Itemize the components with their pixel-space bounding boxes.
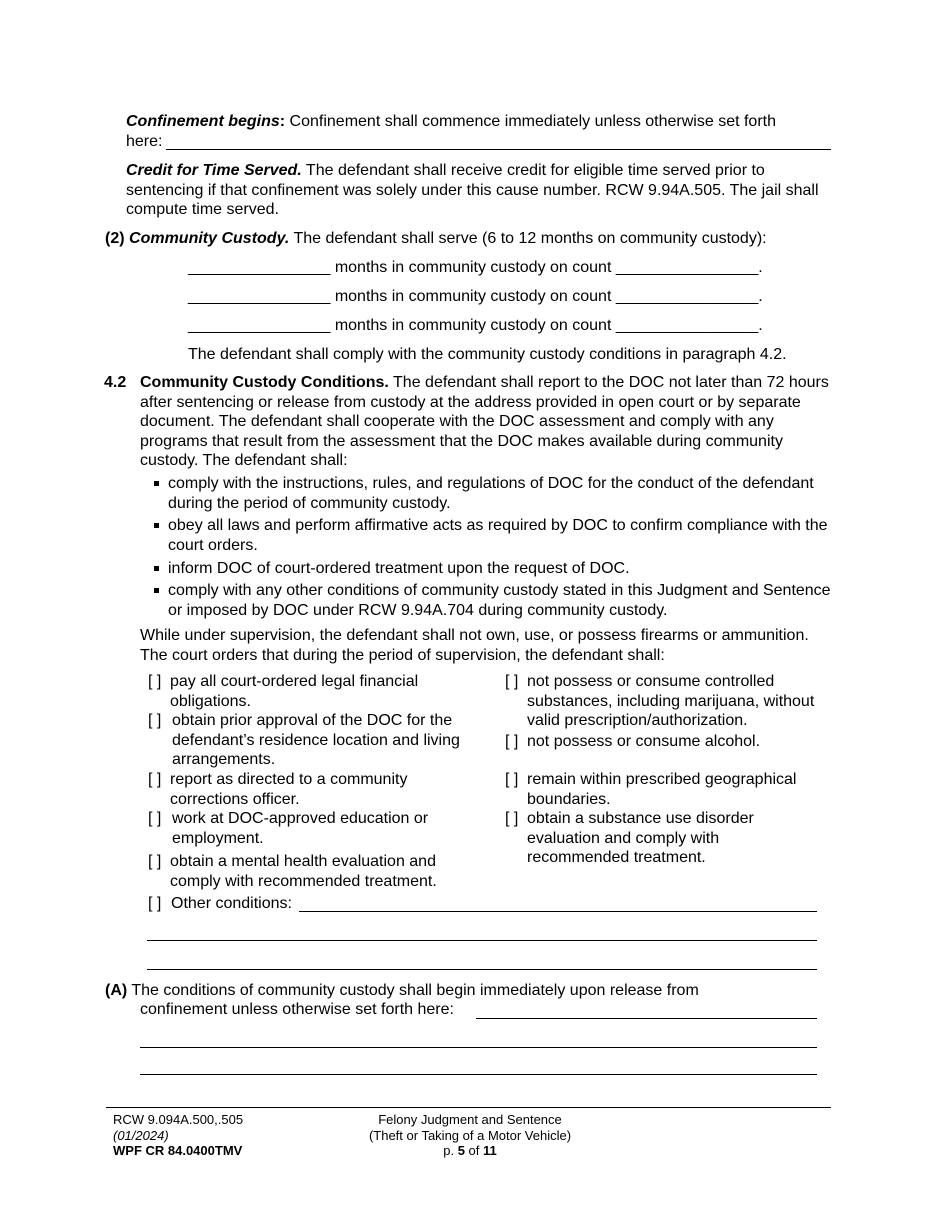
footer-divider: [106, 1107, 831, 1108]
custody-count-row: [188, 258, 763, 278]
other-conditions: [148, 894, 318, 914]
footer-subtitle: (Theft or Taking of a Motor Vehicle): [368, 1127, 572, 1143]
footer-rcw: RCW 9.094A.500,.505: [113, 1112, 244, 1127]
supervision-text: While under supervision, the defendant shall not own, use, or possess firearms or ammunition. The court orders that during the period of supervision, the defendant shall:: [140, 627, 809, 664]
other-conditions-line[interactable]: [299, 911, 817, 912]
custody-months-blank[interactable]: ________________: [188, 288, 331, 305]
section-a-text: The conditions of community custody shall begin immediately upon release from: [127, 982, 699, 999]
section-a-number: (A): [105, 982, 128, 999]
credit-paragraph: [126, 161, 831, 220]
section-42-text: The defendant shall report to the DOC not later than 72 hours after sentencing or release from custody at the address provided in open court or by separate document. The defendant shall cooperate with the DOC assessment and comply with any programs that result from the assessment that the DOC makes available during community custody. The defendant shall:: [140, 374, 829, 469]
other-conditions-line[interactable]: [147, 969, 817, 970]
confinement-blank-line[interactable]: [166, 149, 831, 150]
section-42-paragraph: [140, 373, 832, 471]
footer-form-number: WPF CR 84.0400TMV: [113, 1143, 243, 1158]
bullet-square-icon: [154, 588, 159, 593]
condition-checkbox[interactable]: [ ]: [505, 733, 519, 750]
custody-months-blank[interactable]: ________________: [188, 317, 331, 334]
custody-comply-text: The defendant shall comply with the community custody conditions in paragraph 4.2.: [188, 346, 787, 363]
condition-item: [148, 852, 473, 891]
footer-page-number: p. 5 of 11: [443, 1143, 497, 1158]
section-a-blank-line[interactable]: [140, 1047, 817, 1048]
other-conditions-label: Other conditions:: [171, 895, 292, 912]
community-custody-text: The defendant shall serve (6 to 12 months on community custody):: [289, 230, 767, 247]
custody-count-blank[interactable]: ________________.: [615, 259, 763, 276]
custody-row-text: months in community custody on count: [330, 259, 616, 276]
footer-title: Felony Judgment and Sentence: [378, 1112, 562, 1127]
section-a-blank-line[interactable]: [140, 1074, 817, 1075]
bullet-item: inform DOC of court-ordered treatment upon the request of DOC.: [152, 559, 848, 579]
footer-date: (01/2024): [113, 1127, 169, 1143]
bullet-square-icon: [154, 566, 159, 571]
condition-text: not possess or consume controlled substances, including marijuana, without valid prescription/authorization.: [527, 673, 815, 729]
condition-item: [505, 770, 825, 809]
condition-checkbox[interactable]: [ ]: [148, 771, 162, 788]
bullet-item: obey all laws and perform affirmative acts as required by DOC to confirm compliance with the court orders.: [152, 516, 848, 556]
confinement-label: Confinement begins: [126, 113, 280, 130]
condition-checkbox[interactable]: [ ]: [148, 712, 162, 729]
credit-label: Credit for Time Served.: [126, 162, 302, 179]
custody-count-row: [188, 316, 763, 336]
custody-row-text: months in community custody on count: [330, 317, 616, 334]
condition-item: [505, 732, 835, 752]
condition-text: not possess or consume alcohol.: [527, 733, 761, 750]
confinement-text: Confinement shall commence immediately unless otherwise set forth: [285, 113, 776, 130]
condition-checkbox[interactable]: [ ]: [148, 673, 162, 690]
bullet-square-icon: [154, 481, 159, 486]
bullet-item: comply with any other conditions of community custody stated in this Judgment and Sentence or imposed by DOC under RCW 9.94A.704 during community custody.: [152, 581, 848, 621]
bullet-item: comply with the instructions, rules, and regulations of DOC for the conduct of the defendant during the period of community custody.: [152, 474, 848, 514]
section-42-number: 4.2: [104, 374, 127, 391]
footer-left: [113, 1112, 243, 1159]
condition-text: work at DOC-approved education or employment.: [172, 810, 429, 847]
custody-row-text: months in community custody on count: [330, 288, 616, 305]
section-a-blank-line[interactable]: [476, 1018, 817, 1019]
condition-checkbox[interactable]: [ ]: [148, 810, 162, 827]
condition-checkbox[interactable]: [ ]: [505, 673, 519, 690]
condition-item: [148, 672, 473, 711]
confinement-colon: :: [279, 113, 286, 130]
condition-checkbox[interactable]: [ ]: [148, 853, 162, 870]
other-conditions-line[interactable]: [147, 940, 817, 941]
condition-text: obtain a mental health evaluation and comply with recommended treatment.: [170, 853, 437, 890]
condition-text: pay all court-ordered legal financial obligations.: [170, 673, 419, 710]
condition-item: [505, 672, 835, 731]
condition-text: remain within prescribed geographical boundaries.: [527, 771, 797, 808]
condition-checkbox[interactable]: [ ]: [505, 810, 519, 827]
section-a-text-line2: confinement unless otherwise set forth here:: [140, 1001, 454, 1018]
condition-text: report as directed to a community corrections officer.: [170, 771, 408, 808]
footer-center: [330, 1112, 610, 1159]
condition-text: obtain prior approval of the DOC for the defendant’s residence location and living arrangements.: [172, 712, 460, 768]
condition-text: obtain a substance use disorder evaluation and comply with recommended treatment.: [527, 810, 754, 866]
custody-count-blank[interactable]: ________________.: [615, 317, 763, 334]
condition-checkbox[interactable]: [ ]: [505, 771, 519, 788]
community-custody-label: Community Custody.: [129, 230, 290, 247]
condition-item: [148, 809, 473, 848]
confinement-here: here:: [126, 133, 163, 150]
section-a-paragraph: [105, 981, 835, 1001]
community-custody-paragraph: [105, 229, 835, 249]
custody-count-row: [188, 287, 763, 307]
bullet-square-icon: [154, 523, 159, 528]
section-42-label: Community Custody Conditions.: [140, 374, 389, 391]
custody-months-blank[interactable]: ________________: [188, 259, 331, 276]
condition-item: [505, 809, 765, 868]
condition-item: [148, 770, 473, 809]
condition-item: [148, 711, 488, 770]
custody-count-blank[interactable]: ________________.: [615, 288, 763, 305]
credit-text: The defendant shall receive credit for eligible time served prior to sentencing if that confinement was solely under this cause number. RCW 9.94A.505. The jail shall compute time served.: [126, 162, 819, 218]
confinement-paragraph: [126, 112, 831, 132]
community-custody-number: (2): [105, 230, 125, 247]
condition-checkbox[interactable]: [ ]: [148, 895, 162, 912]
